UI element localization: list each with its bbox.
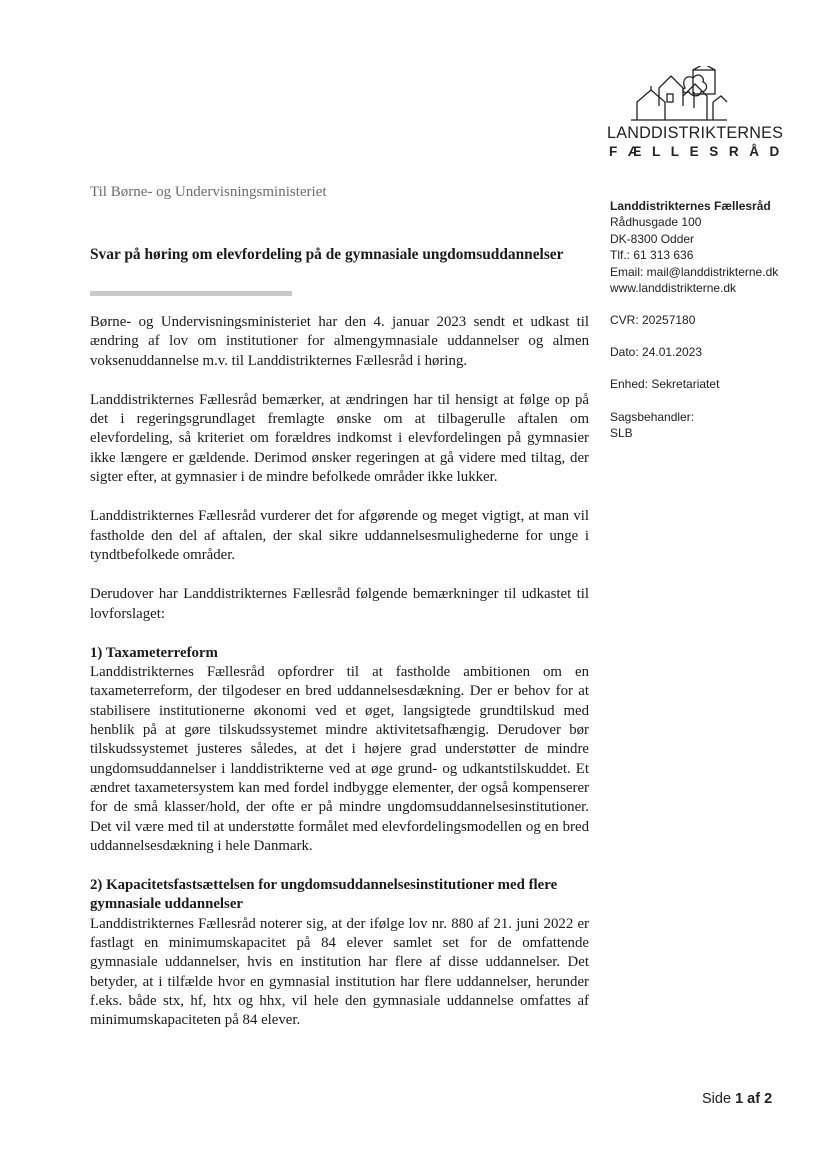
case-handler-value: SLB <box>610 426 633 441</box>
document-title: Svar på høring om elevfordeling på de gymnasiale ungdomsuddannelser <box>90 246 564 263</box>
section-heading-1: 1) Taxameterreform <box>90 644 218 661</box>
page-of-label: af <box>747 1091 761 1107</box>
sender-phone: Tlf.: 61 313 636 <box>610 248 694 263</box>
sender-org-name: Landdistrikternes Fællesråd <box>610 199 771 213</box>
title-divider <box>90 291 292 296</box>
sender-address-line1: Rådhusgade 100 <box>610 215 702 230</box>
body-paragraph-intro: Børne- og Undervisningsministeriet har den 4. januar 2023 sendt et udkast til ændring af lov om institutioner for almengymnasiale uddannelser og almen voksenuddannelse m.v. til Landdistrikternes Fællesråd i høring. <box>90 314 589 369</box>
sender-unit: Enhed: Sekretariatet <box>610 377 720 391</box>
sender-address-line2: DK-8300 Odder <box>610 231 695 246</box>
body-paragraph-remark: Landdistrikternes Fællesråd bemærker, at ændringen har til hensigt at følge op på det i regeringsgrundlaget fremlagte ønske om at tilbagerulle aftalen om elevfordeling, så kriteriet om forældres indkomst i elevfordelingen på gymnasier ikke længere er gældende. Derimod ønsker regeringen at gå videre med tiltag, der sigter efter, at gymnasier i de mindre befolkede områder ikke lukker. <box>90 391 589 486</box>
logo-wordmark-line2: FÆLLESRÅD <box>609 144 790 159</box>
village-logo-icon <box>629 66 729 122</box>
letter-body <box>90 313 589 1031</box>
document-date: Dato: 24.01.2023 <box>610 345 703 359</box>
page-side-label: Side <box>702 1091 732 1107</box>
section-heading-2: 2) Kapacitetsfastsættelsen for ungdomsuddannelsesinstitutioner med flere gymnasiale uddannelser <box>90 877 558 913</box>
sender-contact-block <box>610 198 778 296</box>
recipient-line: Til Børne- og Undervisningsministeriet <box>90 184 327 200</box>
body-paragraph-taxameter: Landdistrikternes Fællesråd opfordrer til at fastholde ambitionen om en taxameterreform, der tilgodeser en bred uddannelsesdækning. Der er behov for at stabilisere institutionerne økonomi ved et øget, langsigtede grundtilskud med henblik på at gøre tilskudssystemet mindre aktivitetsafhængig. Derudover bør tilskudssystemet justeres således, at det i højere grad understøtter de mindre ungdomsuddannelser i landdistrikterne ved at øge grund- og udkantstilskuddet. Et ændret taxametersystem kan med fordel indbygge elementer, der også kompenserer for de små klasser/hold, der ofte er på mindre ungdomsuddannelsesinstitutioner. Det vil være med til at understøtte formålet med elevfordelingsmodellen og en bred uddannelsesdækning i hele Danmark. <box>90 664 589 854</box>
logo-wordmark-line1: LANDDISTRIKTERNES <box>607 124 784 142</box>
page-current: 1 <box>735 1091 744 1107</box>
case-handler-label: Sagsbehandler: <box>610 410 695 424</box>
sender-email: Email: mail@landdistrikterne.dk <box>610 264 779 279</box>
body-paragraph-capacity: Landdistrikternes Fællesråd noterer sig, at der ifølge lov nr. 880 af 21. juni 2022 er fastlagt en minimumskapacitet på 84 elever samlet set for de omfattende gymnasiale uddannelser, hvis en institution har flere af disse uddannelser. Det betyder, at i tilfælde hvor en gymnasial institution har flere uddannelser, herunder f.eks. både stx, hf, htx og hhx, vil hele den gymnasiale uddannelse omfattes af minimumskapaciteten på 84 elever. <box>90 915 589 1029</box>
page-number <box>702 1091 772 1107</box>
page-total: 2 <box>764 1091 773 1107</box>
body-paragraph-assessment: Landdistrikternes Fællesråd vurderer det for afgørende og meget vigtigt, at man vil fastholde den del af aftalen, der skal sikre uddannelsesmulighederne for unge i tyndtbefolkede områder. <box>90 508 589 563</box>
sender-website: www.landdistrikterne.dk <box>610 281 737 296</box>
organization-logo <box>607 66 790 159</box>
case-handler-block <box>610 409 694 442</box>
body-paragraph-further: Derudover har Landdistrikternes Fællesråd følgende bemærkninger til udkastet til lovforslaget: <box>90 586 589 622</box>
sender-cvr: CVR: 20257180 <box>610 313 696 327</box>
